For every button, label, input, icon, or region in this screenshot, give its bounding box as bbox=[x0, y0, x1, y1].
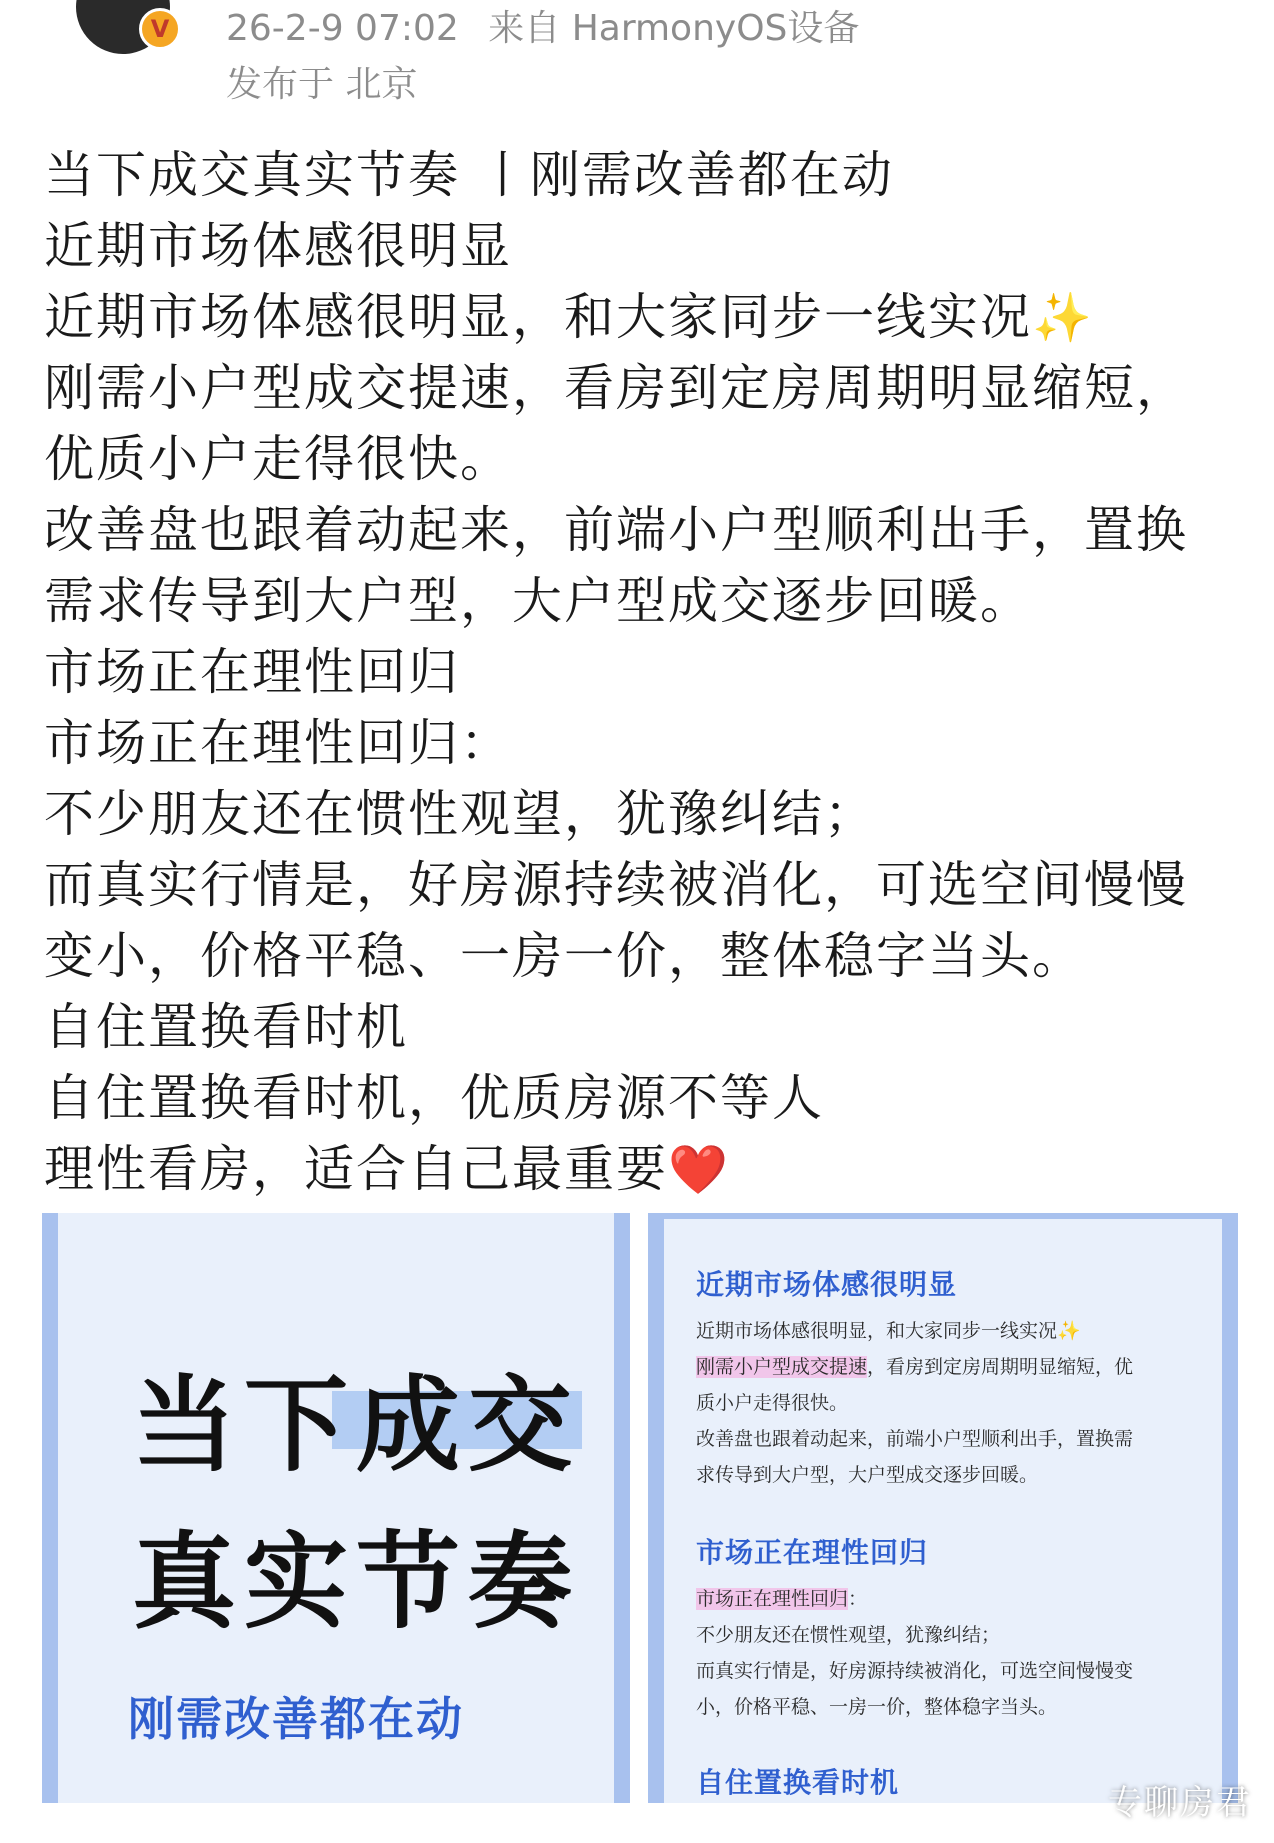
section-line: 而真实行情是，好房源持续被消化，可选空间慢慢变 bbox=[696, 1660, 1134, 1682]
post-line: 近期市场体感很明显 bbox=[44, 217, 512, 275]
highlighted-text: 刚需小户型成交提速 bbox=[696, 1356, 868, 1378]
post-line bbox=[44, 282, 1244, 353]
section-heading: 近期市场体感很明显 bbox=[696, 1268, 958, 1301]
post-line: 改善盘也跟着动起来，前端小户型顺利出手，置换 bbox=[44, 501, 1188, 559]
post-meta-line bbox=[226, 0, 859, 51]
image-subtitle: 刚需改善都在动 bbox=[128, 1692, 464, 1746]
section-line: 求传导到大户型，大户型成交逐步回暖。 bbox=[696, 1464, 1039, 1486]
section-line: 不少朋友还在惯性观望，犹豫纠结； bbox=[696, 1624, 1001, 1646]
post-line bbox=[44, 1134, 1244, 1205]
verified-badge-icon: V bbox=[139, 8, 181, 50]
section-line: 质小户走得很快。 bbox=[696, 1392, 849, 1414]
post-body bbox=[44, 140, 1244, 1205]
post-line: 自住置换看时机 bbox=[44, 998, 408, 1056]
post-line-text: 近期市场体感很明显，和大家同步一线实况 bbox=[44, 288, 1032, 346]
sparkles-icon: ✨ bbox=[1032, 290, 1094, 346]
post-line: 刚需小户型成交提速，看房到定房周期明显缩短， bbox=[44, 359, 1188, 417]
post-line-text: 理性看房，适合自己最重要 bbox=[44, 1140, 668, 1198]
post-line: 市场正在理性回归： bbox=[44, 714, 512, 772]
post-source: 来自 HarmonyOS设备 bbox=[488, 8, 860, 49]
image-border bbox=[648, 1213, 664, 1803]
section-heading: 自住置换看时机 bbox=[696, 1766, 900, 1799]
post-image-1[interactable] bbox=[42, 1213, 630, 1803]
image-border bbox=[42, 1213, 58, 1803]
section-line: 小，价格平稳、一房一价，整体稳字当头。 bbox=[696, 1696, 1058, 1718]
section-line bbox=[696, 1349, 1133, 1385]
image-title-line: 真实节奏 bbox=[132, 1521, 581, 1643]
image-title-line: 当下成交 bbox=[132, 1364, 581, 1486]
image-border bbox=[614, 1213, 630, 1803]
post-image-2[interactable] bbox=[648, 1213, 1238, 1803]
post-line: 变小，价格平稳、一房一价，整体稳字当头。 bbox=[44, 927, 1084, 985]
section-heading: 市场正在理性回归 bbox=[696, 1536, 929, 1569]
post-line: 当下成交真实节奏 丨刚需改善都在动 bbox=[44, 146, 894, 204]
watermark: 专聊房君 bbox=[1108, 1783, 1252, 1823]
post-line: 而真实行情是，好房源持续被消化，可选空间慢慢 bbox=[44, 856, 1188, 914]
post-line: 自住置换看时机，优质房源不等人 bbox=[44, 1069, 824, 1127]
section-line-text: ，看房到定房周期明显缩短，优 bbox=[867, 1356, 1134, 1378]
post-line: 需求传导到大户型，大户型成交逐步回暖。 bbox=[44, 572, 1032, 630]
post-location: 发布于 北京 bbox=[226, 64, 418, 105]
image-border bbox=[1222, 1213, 1238, 1803]
heart-icon: ❤️ bbox=[668, 1142, 730, 1198]
highlighted-text: 市场正在理性回归 bbox=[696, 1588, 849, 1610]
section-line-text: 近期市场体感很明显，和大家同步一线实况 bbox=[696, 1320, 1058, 1342]
post-line: 不少朋友还在惯性观望，犹豫纠结； bbox=[44, 785, 876, 843]
section-line bbox=[696, 1313, 1081, 1349]
post-timestamp: 26-2-9 07:02 bbox=[226, 8, 459, 49]
section-line bbox=[696, 1581, 867, 1617]
section-line-text: ： bbox=[848, 1588, 868, 1610]
image-border bbox=[648, 1213, 1238, 1219]
sparkles-icon: ✨ bbox=[1057, 1320, 1081, 1342]
post-line: 优质小户走得很快。 bbox=[44, 430, 512, 488]
post-line: 市场正在理性回归 bbox=[44, 643, 460, 701]
section-line: 改善盘也跟着动起来，前端小户型顺利出手，置换需 bbox=[696, 1428, 1134, 1450]
